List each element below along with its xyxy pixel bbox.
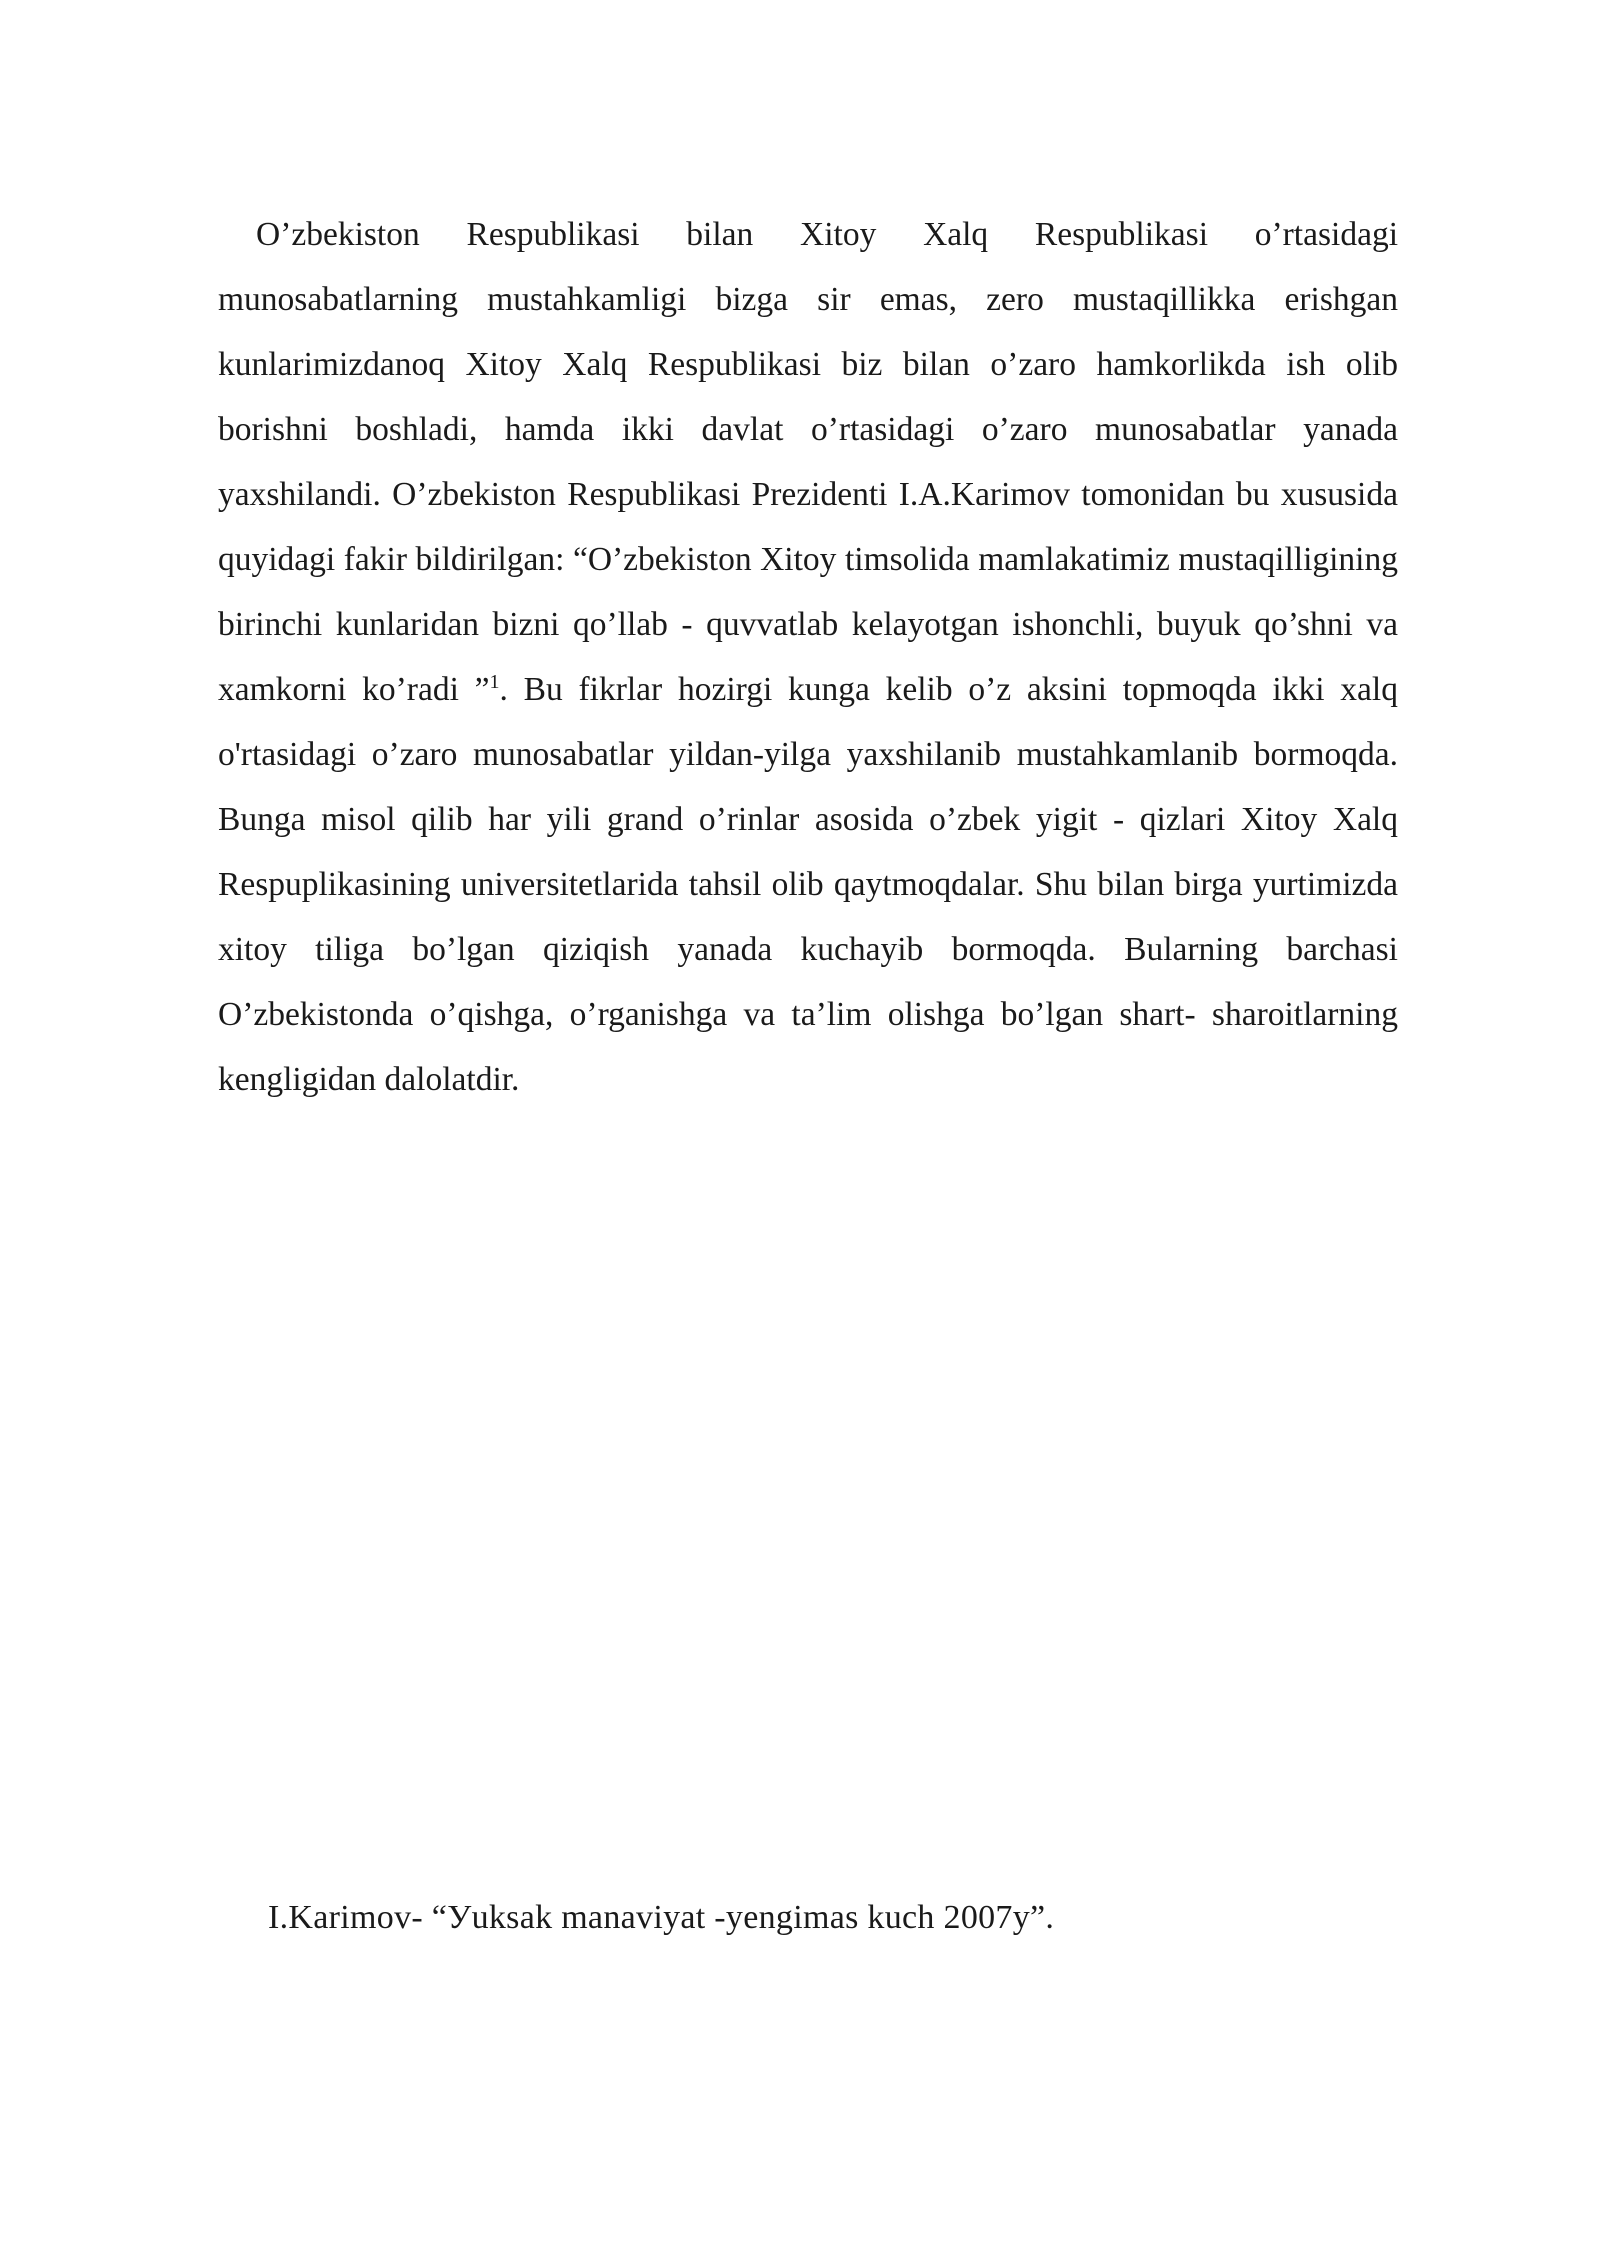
footnote: I.Karimov- “Уuksak manaviyat -yengimas kuch 2007у”. [268,1899,1055,1936]
footnote-reference: 1 [489,670,500,693]
main-paragraph [218,202,1398,1112]
paragraph-text-part-2: . Bu fikrlar hozirgi kunga kelib o’z aksini topmoqda ikki xalq o'rtasidagi o’zaro munosabatlar yildan-yilga yaxshilanib mustahkamlanib bormoqda. Bunga misol qilib har yili grand o’rinlar asosida o’zbek yigit - qizlari Xitoy Xalq Respuplikasining universitetlarida tahsil olib qaytmoqdalar. Shu bilan birga yurtimizda xitoy tiliga bo’lgan qiziqish yanada kuchayib bormoqda. Bularning barchasi O’zbekistonda o’qishga, o’rganishga va ta’lim olishga bo’lgan shart- sharoitlarning kengligidan dalolatdir. [218,671,1398,1098]
paragraph-text-part-1: O’zbekiston Respublikasi bilan Xitoy Xalq Respublikasi o’rtasidagi munosabatlarning mustahkamligi bizga sir emas, zero mustaqillikka erishgan kunlarimizdanoq Xitoy Xalq Respublikasi biz bilan o’zaro hamkorlikda ish olib borishni boshladi, hamda ikki davlat o’rtasidagi o’zaro munosabatlar yanada yaxshilandi. O’zbekiston Respublikasi Prezidenti I.A.Karimov tomonidan bu xususida quyidagi fakir bildirilgan: “O’zbekiston Xitoy timsolida mamlakatimiz mustaqilligining birinchi kunlaridan bizni qo’llab - quvvatlab kelayotgan ishonchli, buyuk qo’shni va xamkorni ko’radi ” [218,216,1398,708]
